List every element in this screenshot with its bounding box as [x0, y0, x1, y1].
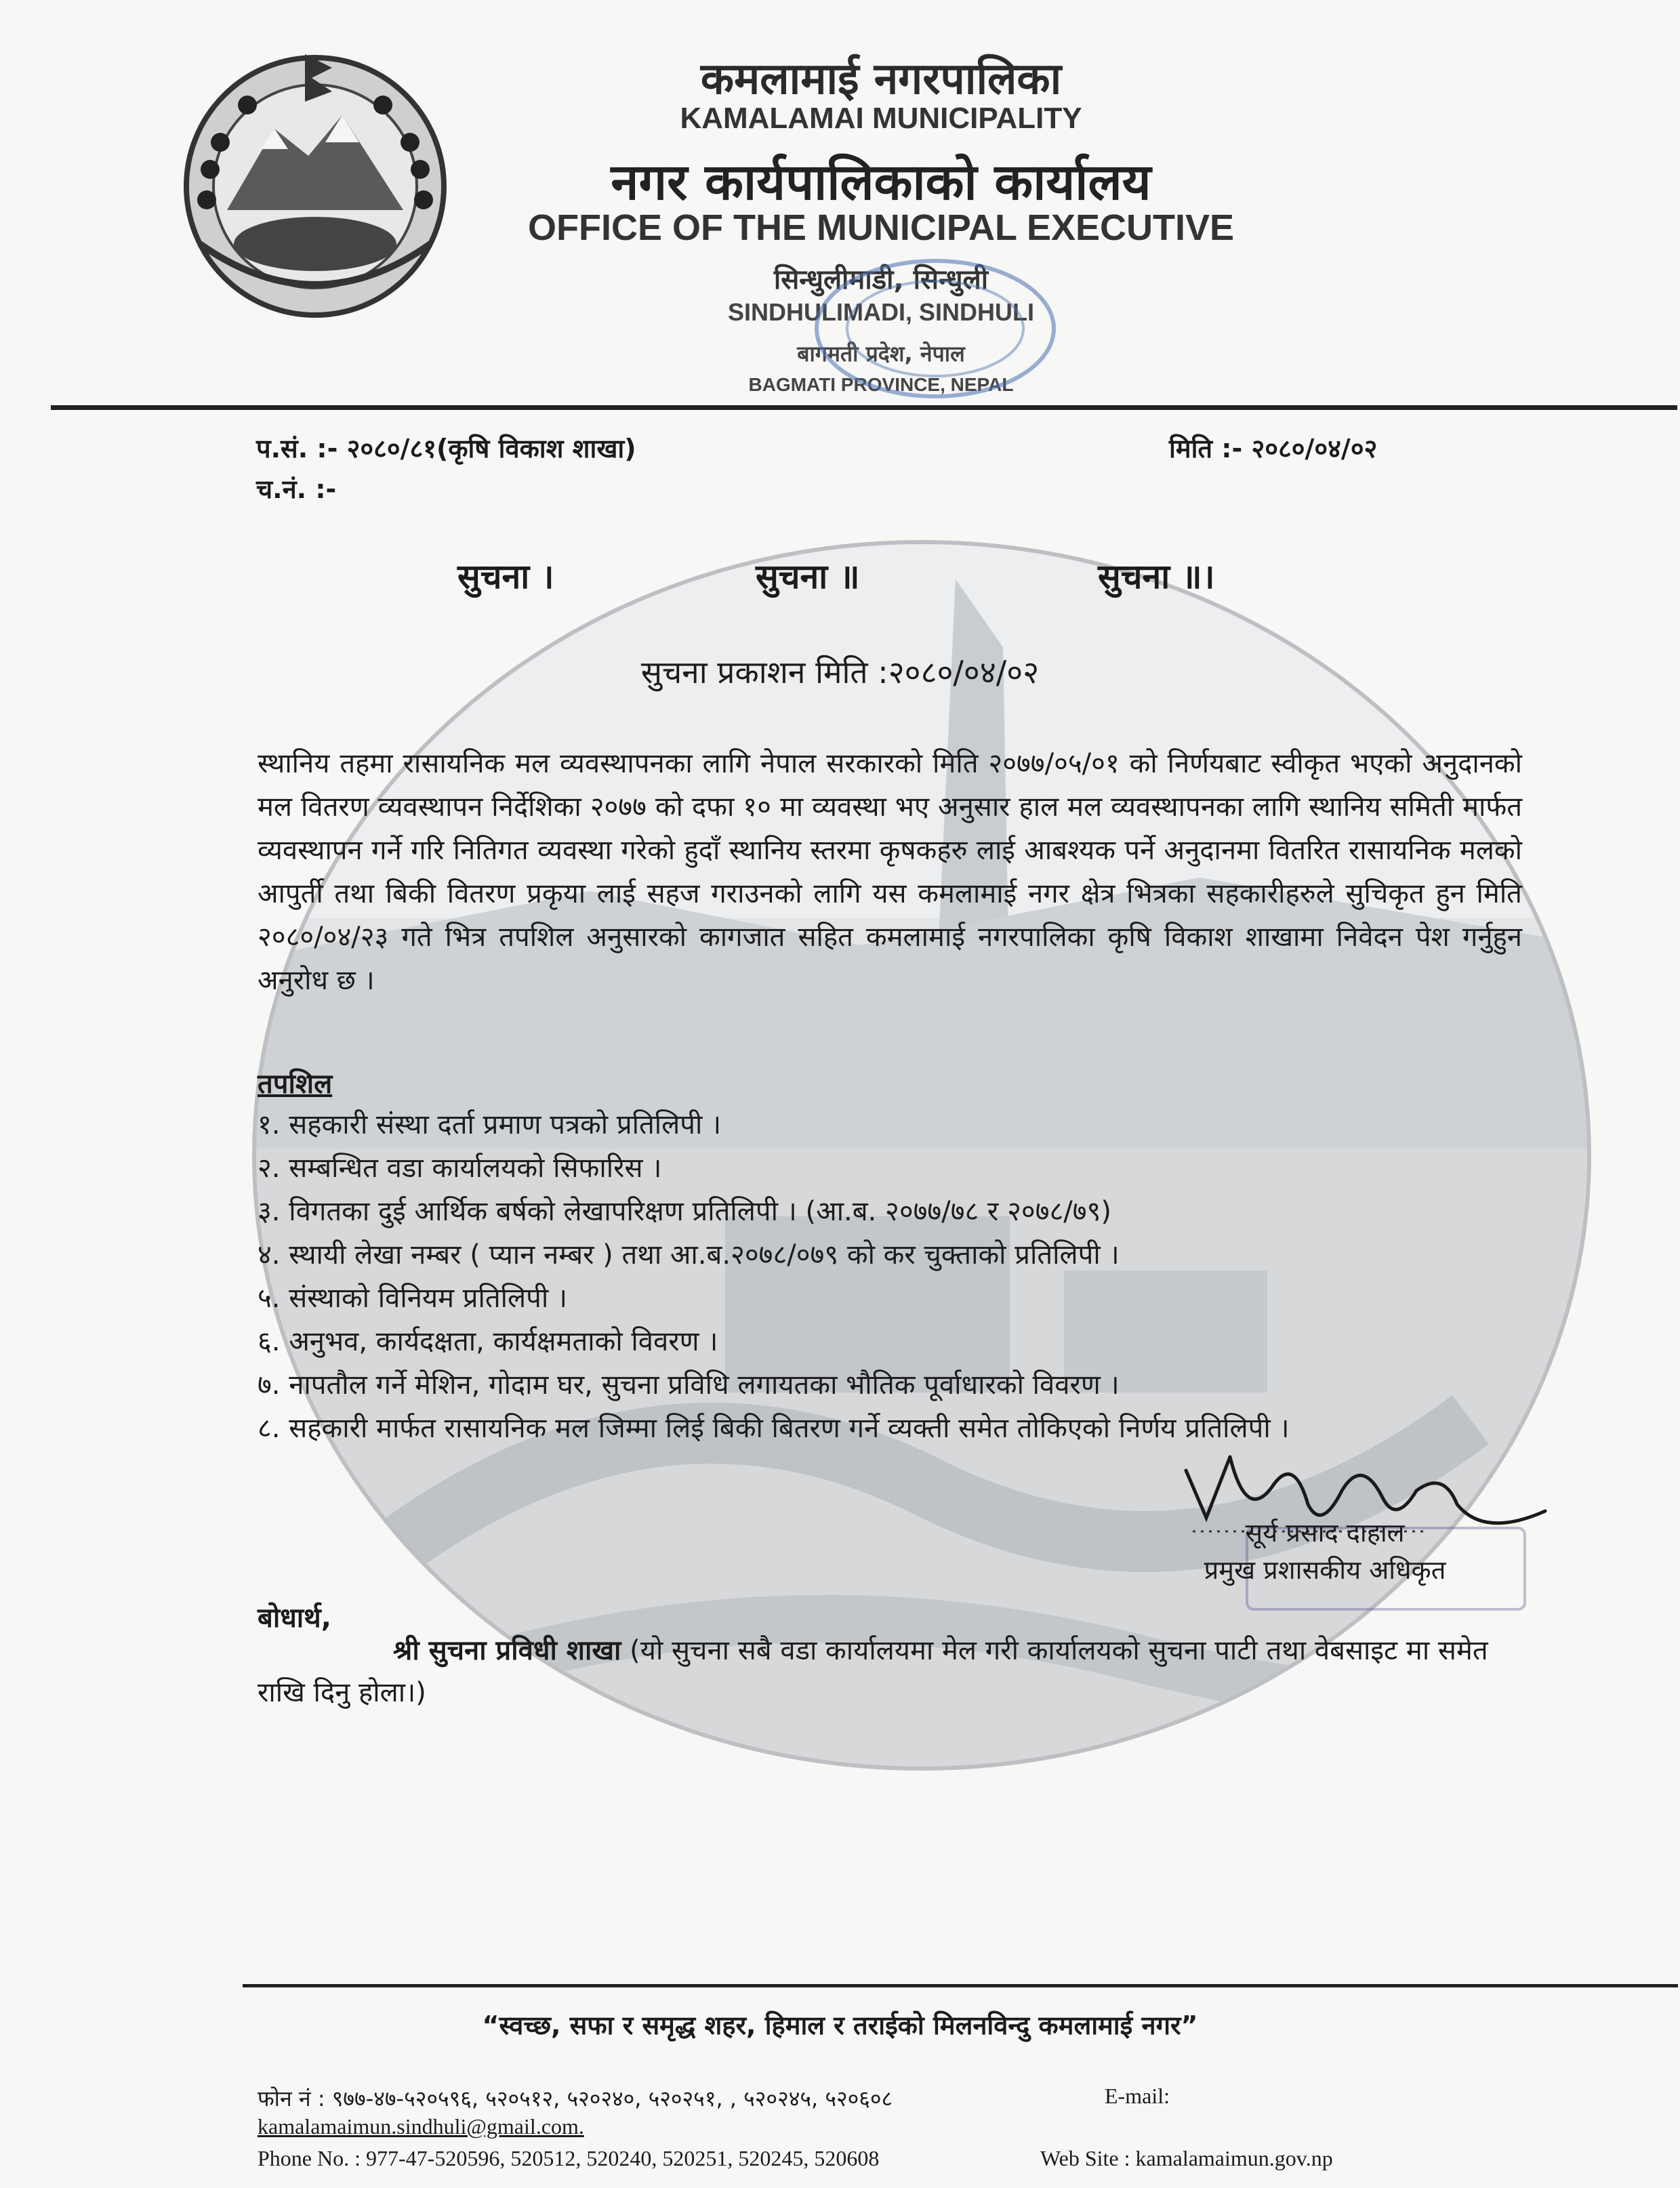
signatory-name: सूर्य प्रसाद दाहाल [1245, 1518, 1405, 1548]
notice-word-2: सुचना ॥ [756, 557, 860, 596]
cc-recipient: श्री सुचना प्रविधी शाखा [393, 1635, 621, 1666]
publication-date: सुचना प्रकाशन मिति :२०८०/०४/०२ [640, 654, 1040, 690]
office-name-english: OFFICE OF THE MUNICIPAL EXECUTIVE [527, 207, 1235, 248]
email-label: E-mail: [1105, 2084, 1170, 2108]
tapshil-heading: तपशिल [258, 1069, 333, 1100]
province-nepali: बागमती प्रदेश, नेपाल [797, 341, 965, 367]
list-item: ३. विगतका दुई आर्थिक बर्षको लेखापरिक्षण प्रतिलिपी । (आ.ब. २०७७/७८ र २०७८/७९) [258, 1196, 1111, 1227]
list-item: ६. अनुभव, कार्यदक्षता, कार्यक्षमताको विवरण । [258, 1326, 718, 1357]
office-stamp-seal [806, 254, 1064, 403]
footer-divider [243, 1984, 1678, 1987]
nepal-emblem-logo [173, 41, 457, 332]
letter-date: मिति :- २०८०/०४/०२ [1169, 434, 1378, 463]
notice-word-1: सुचना । [457, 557, 554, 596]
municipality-motto: “स्वच्छ, सफा र समृद्ध शहर, हिमाल र तराईको मिलनविन्दु कमलामाई नगर” [482, 2010, 1198, 2040]
header-divider [51, 405, 1677, 410]
list-item: ४. स्थायी लेखा नम्बर ( प्यान नम्बर ) तथा आ.ब.२०७८/०७९ को कर चुक्ताको प्रतिलिपी । [258, 1239, 1120, 1271]
phone-numbers-nepali: फोन नं : ९७७-४७-५२०५९६, ५२०५१२, ५२०२४०, ५२०२५१, , ५२०२४५, ५२०६०८ [258, 2086, 893, 2111]
tapshil-list [258, 1103, 1545, 1450]
website-address[interactable]: Web Site : kamalamaimun.gov.np [1040, 2146, 1333, 2170]
municipality-name-english: KAMALAMAI MUNICIPALITY [680, 102, 1082, 135]
notice-word-3: सुचना ॥। [1098, 557, 1215, 596]
reference-number: प.सं. :- २०८०/८१(कृषि विकाश शाखा) [256, 434, 636, 463]
place-english: SINDHULIMADI, SINDHULI [728, 298, 1034, 326]
email-address[interactable]: kamalamaimun.sindhuli@gmail.com. [258, 2114, 584, 2139]
phone-numbers-english: Phone No. : 977-47-520596, 520512, 520240, 520251, 520245, 520608 [258, 2146, 880, 2170]
list-item: २. सम्बन्धित वडा कार्यालयको सिफारिस । [258, 1153, 662, 1184]
list-item: १. सहकारी संस्था दर्ता प्रमाण पत्रको प्रतिलिपी । [258, 1109, 722, 1140]
cc-instructions: (यो सुचना सबै वडा कार्यालयमा मेल गरी कार्यालयको सुचना पाटी तथा वेबसाइट मा समेत राखि दिनु होला।) [258, 1635, 1488, 1708]
place-nepali: सिन्धुलीमाडी, सिन्धुली [773, 264, 989, 295]
list-item: ८. सहकारी मार्फत रासायनिक मल जिम्मा लिई बिकी बितरण गर्ने व्यक्ती समेत तोकिएको निर्णय प्रतिलिपी । [258, 1413, 1290, 1444]
province-english: BAGMATI PROVINCE, NEPAL [748, 374, 1014, 395]
list-item: ५. संस्थाको विनियम प्रतिलिपी । [258, 1283, 568, 1314]
notice-body-paragraph: स्थानिय तहमा रासायनिक मल व्यवस्थापनका लागि नेपाल सरकारको मिति २०७७/०५/०१ को निर्णयबाट स्वीकृत भएको अनुदानको मल वितरण व्यवस्थापन निर्देशिका २०७७ को दफा १० मा व्यवस्था भए अनुसार हाल मल व्यवस्थापनका लागि स्थानिय समिती मार्फत व्यवस्थापन गर्ने गरि नितिगत व्यवस्था गरेको हुदाँ स्थानिय स्तरमा कृषकहरु लाई आबश्यक पर्ने अनुदानमा वितरित रासायनिक मलको आपुर्ती तथा बिकी वितरण प्रकृया लाई सहज गराउनको लागि यस कमलामाई नगर क्षेत्र भित्रका सहकारीहरुले सुचिकृत हुन मिति २०८०/०४/२३ गते भित्र तपशिल अनुसारको कागजात सहित कमलामाई नगरपालिका कृषि विकाश शाखामा निवेदन पेश गर्नुहुन अनुरोध छ । [258, 748, 1522, 996]
municipality-name-nepali: कमलामाई नगरपालिका [700, 54, 1062, 104]
list-item: ७. नापतौल गर्ने मेशिन, गोदाम घर, सुचना प्रविधि लगायतका भौतिक पूर्वाधारको विवरण । [258, 1369, 1120, 1401]
signatory-title: प्रमुख प्रशासकीय अधिकृत [1204, 1555, 1446, 1585]
dispatch-number: च.नं. :- [256, 474, 337, 504]
notice-heading [0, 552, 1680, 606]
cc-label: बोधार्थ, [258, 1603, 331, 1634]
office-name-nepali: नगर कार्यपालिकाको कार्यालय [611, 153, 1151, 211]
cc-paragraph [258, 1630, 1518, 1714]
